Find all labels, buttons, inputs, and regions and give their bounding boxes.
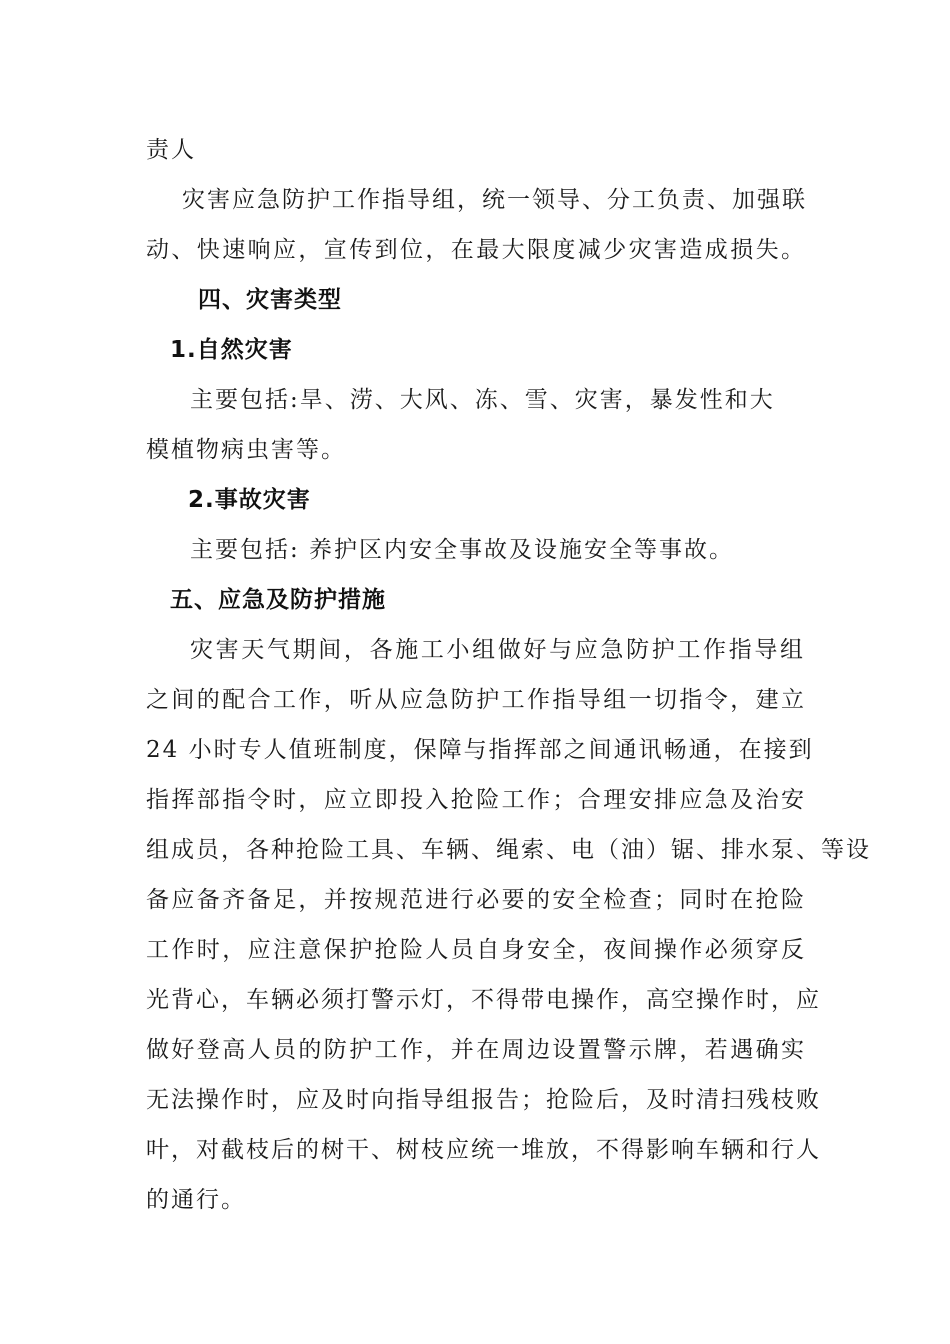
text-line: 工作时，应注意保护抢险人员自身安全，夜间操作必须穿反 — [146, 937, 806, 963]
text-line: 24 小时专人值班制度，保障与指挥部之间通讯畅通，在接到 — [146, 737, 814, 763]
text-line: 无法操作时，应及时向指导组报告；抢险后，及时清扫残枝败 — [146, 1087, 821, 1113]
text-line: 光背心，车辆必须打警示灯，不得带电操作，高空操作时，应 — [146, 987, 821, 1013]
text-line: 叶，对截枝后的树干、树枝应统一堆放，不得影响车辆和行人 — [146, 1137, 821, 1163]
section-heading: 四、灾害类型 — [198, 287, 342, 313]
text-line: 模植物病虫害等。 — [146, 437, 346, 463]
text-line: 备应备齐备足，并按规范进行必要的安全检查；同时在抢险 — [146, 887, 806, 913]
section-heading: 五、应急及防护措施 — [170, 587, 386, 613]
text-line: 主要包括: 养护区内安全事故及设施安全等事故。 — [190, 537, 735, 563]
text-line: 之间的配合工作，听从应急防护工作指导组一切指令，建立 — [146, 687, 806, 713]
text-line: 灾害天气期间，各施工小组做好与应急防护工作指导组 — [190, 637, 805, 663]
text-line: 灾害应急防护工作指导组，统一领导、分工负责、加强联 — [182, 187, 807, 213]
subsection-heading: 2.事故灾害 — [188, 487, 311, 513]
subsection-heading: 1.自然灾害 — [170, 337, 293, 363]
text-line: 组成员，各种抢险工具、车辆、绳索、电（油）锯、排水泵、等设 — [146, 837, 871, 863]
text-line: 的通行。 — [146, 1187, 246, 1213]
text-line: 主要包括:旱、涝、大风、冻、雪、灾害，暴发性和大 — [190, 387, 775, 413]
text-line: 做好登高人员的防护工作，并在周边设置警示牌，若遇确实 — [146, 1037, 806, 1063]
text-line: 责人 — [146, 137, 196, 163]
text-line: 动、快速响应，宣传到位，在最大限度减少灾害造成损失。 — [146, 237, 806, 263]
text-line: 指挥部指令时，应立即投入抢险工作；合理安排应急及治安 — [146, 787, 806, 813]
